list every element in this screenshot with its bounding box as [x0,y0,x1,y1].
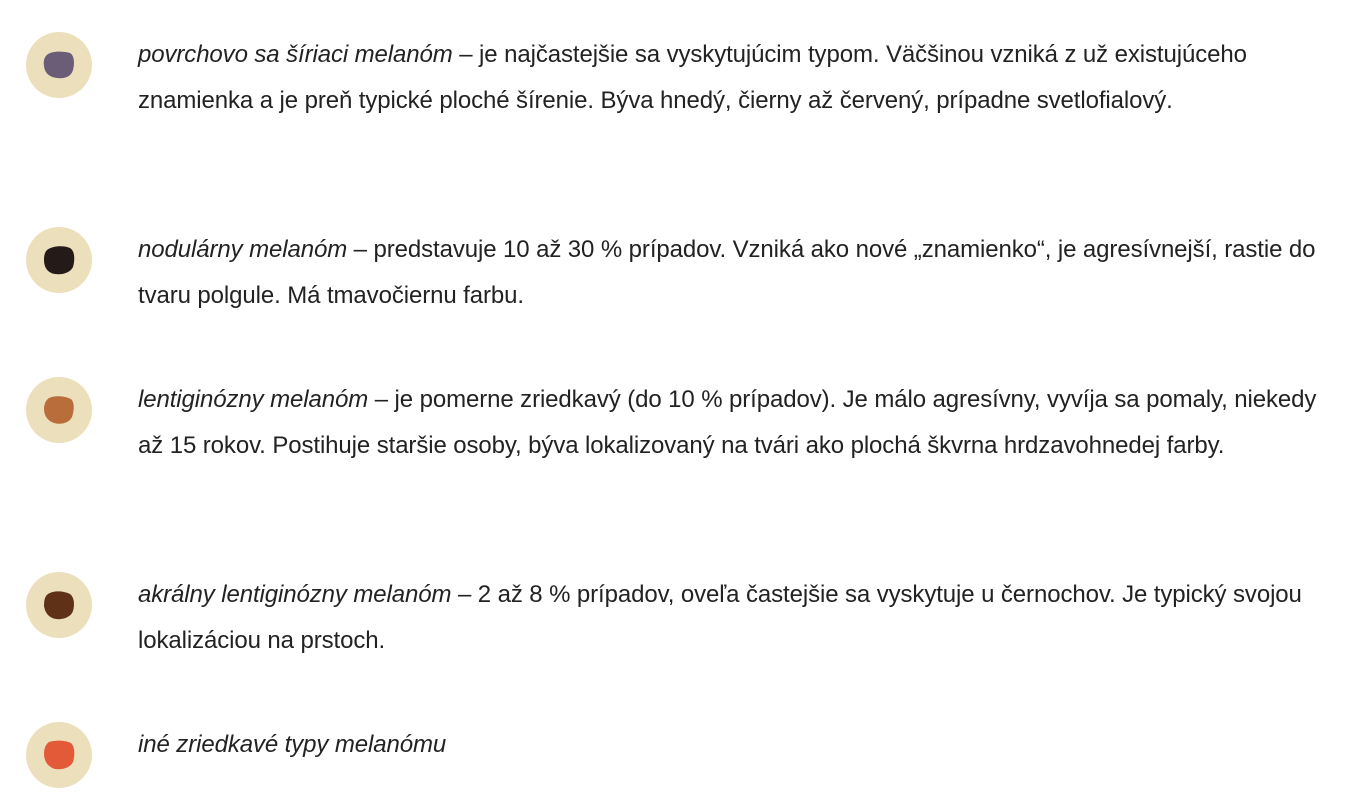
melanoma-type-text [138,722,1342,768]
melanoma-type-text [138,32,1342,123]
melanoma-type-badge [26,722,92,788]
melanoma-type-name: povrchovo sa šíriaci melanóm [138,41,453,68]
melanoma-type-badge [26,227,92,293]
purple-mole-spot-icon [43,50,75,80]
black-mole-spot-icon [43,245,75,275]
rust-brown-mole-spot-icon [43,395,75,425]
melanoma-type-description: – predstavuje 10 až 30 % prípadov. Vzniká ako nové „znamienko“, je agresívnejší, rastie do tvaru polgule. Má tmavočiernu farbu. [138,236,1316,309]
melanoma-type-description: – 2 až 8 % prípadov, oveľa častejšie sa vyskytuje u černochov. Je typický svojou lokalizáciou na prstoch. [138,581,1302,654]
mole-spot-shape [44,741,74,770]
mole-spot-shape [44,396,74,424]
orange-red-mole-spot-icon [43,740,75,770]
melanoma-type-description: – je pomerne zriedkavý (do 10 % prípadov). Je málo agresívny, vyvíja sa pomaly, niekedy až 15 rokov. Postihuje staršie osoby, býva lokalizovaný na tvári ako plochá škvrna hrdzavohnedej farby. [138,386,1317,459]
melanoma-type-text [138,227,1342,318]
mole-spot-shape [44,52,74,79]
melanoma-type-badge [26,377,92,443]
melanoma-type-name: iné zriedkavé typy melanómu [138,731,447,758]
melanoma-type-badge [26,32,92,98]
mole-spot-shape [44,246,74,274]
melanoma-type-name: lentiginózny melanóm [138,386,369,413]
dark-brown-mole-spot-icon [43,590,75,620]
melanoma-type-text [138,572,1342,663]
melanoma-type-text [138,377,1342,468]
melanoma-type-name: nodulárny melanóm [138,236,348,263]
mole-spot-shape [44,591,74,619]
melanoma-type-name: akrálny lentiginózny melanóm [138,581,452,608]
melanoma-type-badge [26,572,92,638]
melanoma-type-description: – je najčastejšie sa vyskytujúcim typom. Väčšinou vzniká z už existujúceho znamienka a je preň typické ploché šírenie. Býva hnedý, čierny až červený, prípadne svetlofialový. [138,41,1247,114]
